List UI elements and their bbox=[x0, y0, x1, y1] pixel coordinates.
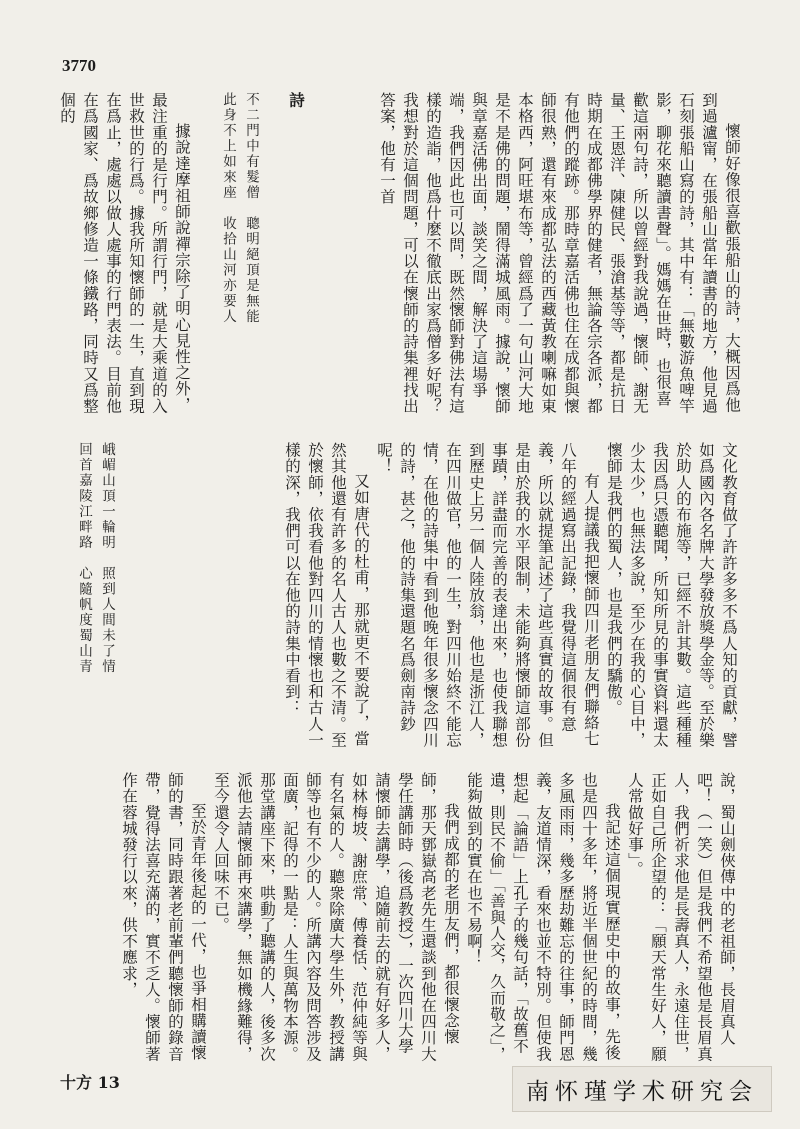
paragraph: 據說達摩祖師說禪宗除了明心見性之外，最注重的是行門。所謂行門，就是大乘道的入世救世的行爲。據我所知懷師的一生，直到現在爲止，處處以做人處事的行門表法。目前他在爲國家、爲故鄉修造一條鐵路，同時又爲整個的 bbox=[58, 92, 191, 414]
page-number-top: 3770 bbox=[62, 56, 96, 75]
text-column-middle-left bbox=[62, 442, 118, 762]
paragraph: 我們成都的老朋友們，都很懷念懷師，那天鄧嶽高老先生還談到他在四川大學任講師時（後爲教授），一次四川大學請懷師去講學，追隨前去的就有好多人，如林梅坡、謝庶常、傅養恬、范仲純等與有名氣的人。聽衆除廣大學生外，教授講師等也有不少的人。所講內容及問答涉及面廣，記得的一點是：人生與萬物本源。那堂講座下來，哄動了聽講的人，後多次派他去請懷師再來講學，無如機緣難得，至今還令人回味不已。 bbox=[212, 772, 460, 1062]
text-column-middle bbox=[120, 442, 740, 762]
watermark-stamp: 南怀瑾学术研究会 bbox=[512, 1066, 772, 1112]
poem-line: 不二門中有髮僧 聰明絕頂是無能 bbox=[243, 92, 259, 325]
poem-line: 峨嵋山頂一輪明 照到人間未了情 bbox=[99, 442, 115, 675]
poem-title: 詩 bbox=[287, 92, 306, 109]
paragraph: 說，蜀山劍俠傳中的老祖師，長眉真人吧！（一笑）但是我們不希望他是長眉真人，我們祈求他是長壽真人，永遠住世，正如自己所企望的：「願天常生好人，願人常做好事」。 bbox=[626, 772, 736, 1062]
paragraph: 至於青年後起的一代，也爭相購讀懷師的書，同時跟著老前輩們聽懷師的錄音帶，覺得法喜充滿的，實不乏人。懷師著作在蓉城發行以來，供不應求， bbox=[120, 772, 207, 1062]
paragraph: 又如唐代的杜甫，那就更不要說了，當然其他還有許多的名人古人也數之不清。至於懷師，依我看他對四川的情懷也和古人一樣的深，我們可以在他的詩集中看到： bbox=[283, 442, 370, 748]
paragraph: 文化教育做了許許多多不爲人知的貢獻，譬如爲國內各名牌大學發放獎學金等。至於樂於助人的布施等，已經不計其數。這些種種我因爲只憑聽聞，所知所見的事實資料還太少太少，也無法多說，至少在我的心目中，懷師是我們的蜀人，也是我們的驕傲。 bbox=[605, 442, 738, 748]
poem-line: 此身不上如來座 收拾山河亦要人 bbox=[220, 92, 236, 325]
poem-line: 回首嘉陵江畔路 心隨帆度蜀山青 bbox=[76, 442, 92, 675]
page-number-bottom: 十方 13 bbox=[60, 1073, 120, 1092]
paragraph: 我記述這個現實歷史中的故事，先後也是四十多年，將近半個世紀的時間，幾多風雨雨，幾多歷劫難忘的往事，師門恩義，友道情深，看來也並不特別。但使我想起「論語」上孔子的幾句話，「故舊不遺，則民不偷」「善與人交，久而敬之」，能夠做到的實在也不易啊！ bbox=[465, 772, 621, 1063]
text-column-lower bbox=[62, 772, 738, 1070]
text-column-upper-right bbox=[318, 92, 743, 418]
paragraph: 懷師好像很喜歡張船山的詩，大概因爲他到過瀘甯，在張船山當年讀書的地方，他見過石刻張船山寫的詩，其中有：「無數游魚啤竿影，聊花來聽讀書聲」。媽媽在世時，也很喜歡這兩句詩，所以曾經對我說過，懷師、謝无量、王恩洋、陳健民、張滄基等等，都是抗日時期在成都佛學界的健者，無論各宗各派，都有他們的蹤跡。那時章嘉活佛也住在成都與懷師很熟，還有來成都弘法的西藏黃教喇嘛如東本格西，阿旺堪布等，曾經爲了一句山河大地是不是佛的問題，鬧得滿城風雨。據說，懷師與章嘉活佛出面，談笑之間，解決了這場爭端，我們因此也可以問，既然懷師對佛法有這樣的造詣，他爲什麼不徹底出家爲僧多好呢？我想對於這個問題，可以在懷師的詩集裡找出答案，他有一首 bbox=[378, 92, 741, 414]
paragraph: 有人提議我把懷師四川老朋友們聯絡七八年的經過寫出記錄，我覺得這個很有意義，所以就提筆記述了這些真實的故事。但是由於我的水平限制，未能夠將懷師這部份事蹟，詳盡而完善的表達出來，也使我聯想到歷史上另一個人陸放翁，他也是浙江人，在四川做官，他的一生，對四川始終不能忘情，在他的詩集中看到他晚年很多懷念四川的詩，甚之，他的詩集還題名爲劍南詩鈔呢！ bbox=[375, 442, 600, 748]
text-column-upper-left bbox=[58, 92, 308, 418]
